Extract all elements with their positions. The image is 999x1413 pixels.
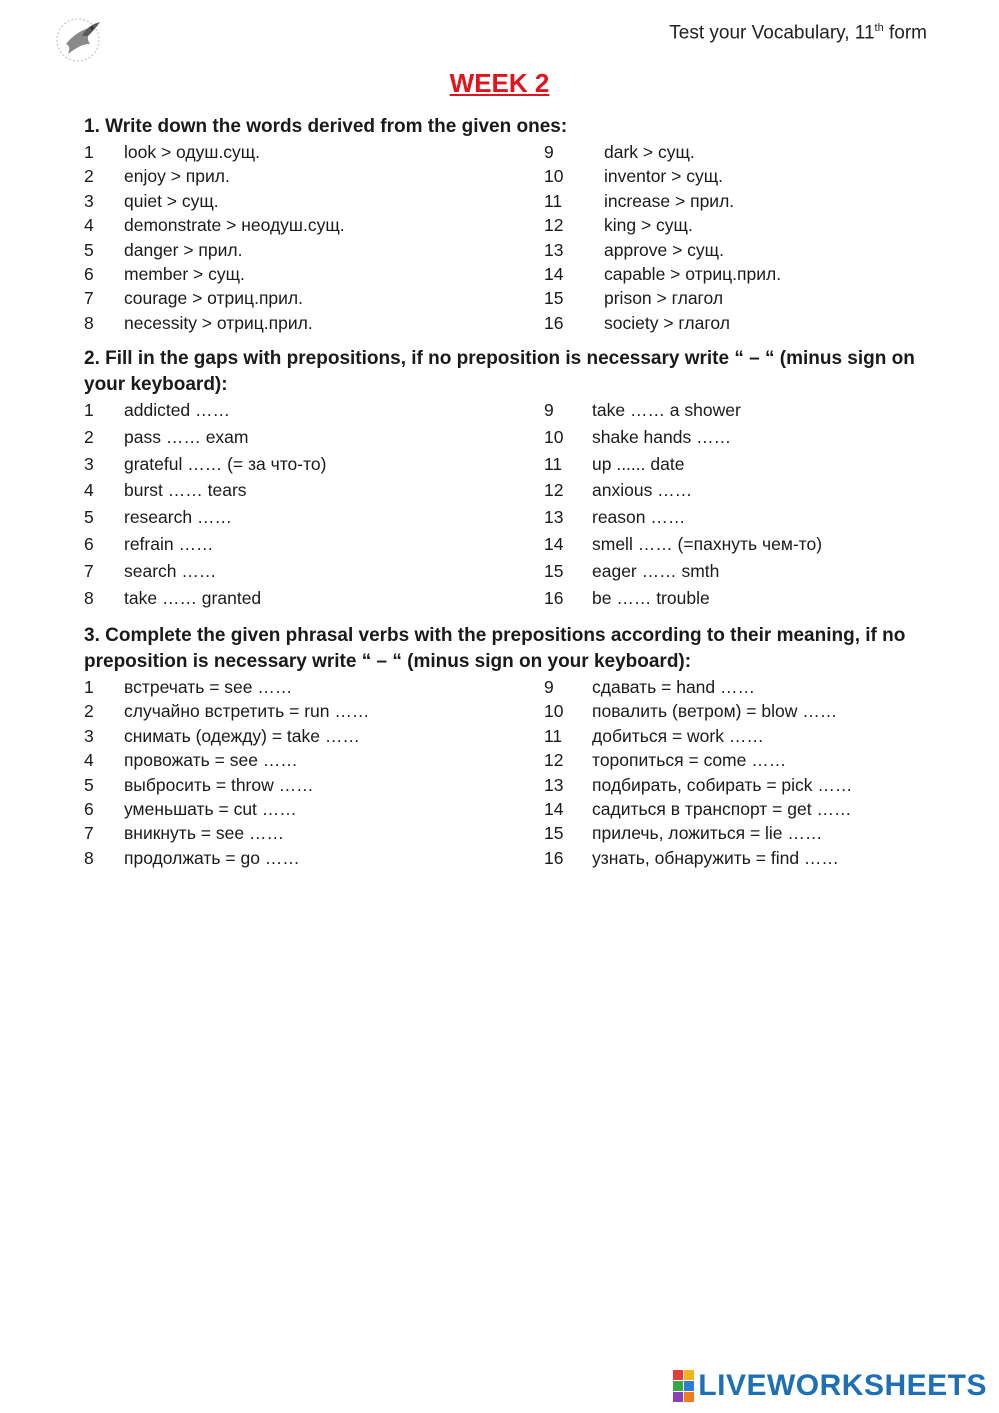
item-number: 2 [84,701,94,722]
item-text: member > сущ. [124,264,245,284]
item-text: approve > сущ. [604,239,724,260]
item-number: 9 [544,677,554,697]
item-number: 1 [84,142,94,162]
item-number: 15 [544,823,564,844]
item-number: 6 [84,534,94,554]
item-number: 2 [84,166,94,187]
item-number: 4 [84,750,94,771]
item-number: 11 [544,453,563,474]
item-text: продолжать = go …… [124,847,300,868]
item-number: 10 [544,166,564,187]
item-text: take …… granted [124,587,262,608]
item-text: take …… a shower [592,400,741,420]
item-number: 16 [544,587,564,608]
week-title: WEEK 2 [449,68,550,98]
item-number: 15 [544,288,564,309]
worksheet-header [669,22,927,44]
item-text: search …… [124,560,217,581]
section-1-heading: 1. Write down the words derived from the given ones: [84,116,568,137]
item-number: 15 [544,560,564,581]
item-number: 13 [544,774,564,795]
item-text: prison > глагол [604,288,724,309]
item-text: случайно встретить = run …… [124,701,370,722]
item-number: 13 [544,507,564,528]
item-number: 14 [544,534,564,554]
section-2 [84,346,934,614]
item-number: 9 [544,142,554,162]
item-text: садиться в транспорт = get …… [592,799,852,819]
item-text: подбирать, собирать = pick …… [592,774,853,795]
item-text: reason …… [592,507,686,528]
section-3-grid [84,677,934,872]
item-number: 10 [544,701,564,722]
item-number: 3 [84,725,94,746]
item-number: 8 [84,847,94,868]
item-number: 16 [544,312,564,333]
item-text: повалить (ветром) = blow …… [592,701,838,722]
liveworksheets-mark-icon [673,1370,694,1402]
item-number: 5 [84,239,94,260]
item-text: capable > отриц.прил. [604,264,782,284]
item-text: be …… trouble [592,587,710,608]
item-text: сдавать = hand …… [592,677,756,697]
section-1-grid [84,142,934,337]
item-number: 14 [544,799,564,819]
item-text: danger > прил. [124,239,243,260]
item-number: 7 [84,560,94,581]
item-text: addicted …… [124,400,231,420]
item-text: inventor > сущ. [604,166,723,187]
item-number: 9 [544,400,554,420]
section-2-grid [84,400,934,614]
item-text: shake hands …… [592,426,732,447]
item-text: узнать, обнаружить = find …… [592,847,839,868]
item-number: 3 [84,453,94,474]
item-number: 12 [544,215,564,236]
item-text: look > одуш.сущ. [124,142,261,162]
item-number: 7 [84,288,94,309]
item-text: pass …… exam [124,426,249,447]
item-text: встречать = see …… [124,677,293,697]
item-text: уменьшать = cut …… [124,799,297,819]
item-number: 1 [84,400,94,420]
school-bird-logo [52,14,108,64]
item-text: increase > прил. [604,190,735,211]
header-title-suffix: form [883,22,927,44]
section-3-heading: 3. Complete the given phrasal verbs with the prepositions according to their meaning, if no preposition is necessary write “ – “ (minus sign on your keyboard): [84,625,906,672]
item-number: 8 [84,587,94,608]
item-number: 11 [544,190,563,211]
item-text: refrain …… [124,534,214,554]
item-text: enjoy > прил. [124,166,230,187]
item-number: 8 [84,312,94,333]
item-text: society > глагол [604,312,730,333]
item-number: 14 [544,264,564,284]
item-number: 13 [544,239,564,260]
section-3 [84,623,934,872]
item-number: 1 [84,677,94,697]
item-text: research …… [124,507,232,528]
item-text: вникнуть = see …… [124,823,284,844]
item-number: 2 [84,426,94,447]
item-number: 10 [544,426,564,447]
item-text: demonstrate > неодуш.сущ. [124,215,345,236]
item-number: 11 [544,725,563,746]
item-text: снимать (одежду) = take …… [124,725,360,746]
header-title-sup: th [874,22,884,34]
item-text: провожать = see …… [124,750,298,771]
item-text: courage > отриц.прил. [124,288,303,309]
item-text: quiet > сущ. [124,190,219,211]
item-number: 4 [84,480,94,501]
item-text: smell …… (=пахнуть чем-то) [592,534,823,554]
item-text: прилечь, ложиться = lie …… [592,823,823,844]
liveworksheets-logo [673,1369,987,1403]
item-text: выбросить = throw …… [124,774,314,795]
item-text: grateful …… (= за что-то) [124,453,327,474]
item-text: eager …… smth [592,560,720,581]
liveworksheets-brand: LIVEWORKSHEETS [698,1369,987,1402]
item-text: торопиться = come …… [592,750,787,771]
item-number: 6 [84,799,94,819]
item-number: 5 [84,774,94,795]
item-number: 5 [84,507,94,528]
item-number: 3 [84,190,94,211]
item-text: добиться = work …… [592,725,764,746]
header-title-prefix: Test your Vocabulary, 11 [669,22,875,44]
item-number: 12 [544,750,564,771]
item-number: 12 [544,480,564,501]
item-number: 16 [544,847,564,868]
item-text: necessity > отриц.прил. [124,312,313,333]
item-number: 6 [84,264,94,284]
item-number: 7 [84,823,94,844]
item-text: up ...... date [592,453,685,474]
item-text: burst …… tears [124,480,247,501]
item-text: anxious …… [592,480,693,501]
item-text: king > сущ. [604,215,693,236]
section-1 [84,114,934,337]
item-number: 4 [84,215,94,236]
item-text: dark > сущ. [604,142,695,162]
section-2-heading: 2. Fill in the gaps with prepositions, if no preposition is necessary write “ – “ (minus sign on your keyboard): [84,348,915,395]
